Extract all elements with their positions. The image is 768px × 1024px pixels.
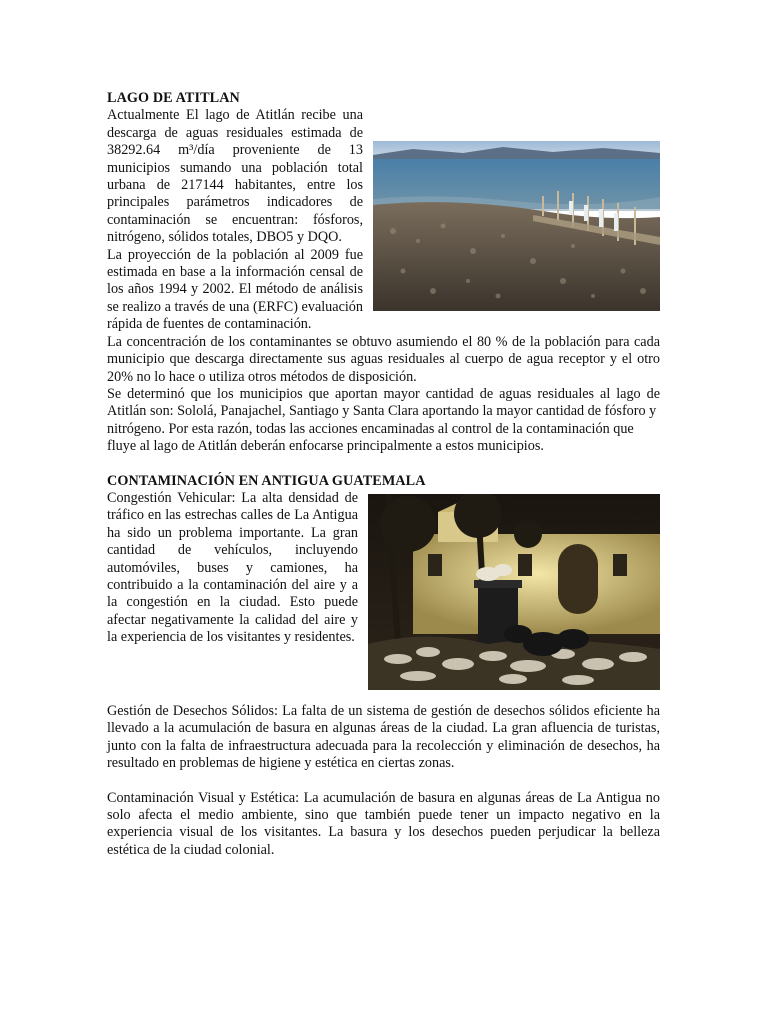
atitlan-paragraph-3: La concentración de los contaminantes se obtuvo asumiendo el 80 % de la población para cada municipio que descarga directamente sus aguas residuales al cuerpo de agua receptor y el otro 20% no lo hace o utiliza otros métodos de disposición.: [107, 333, 660, 385]
document-page: [107, 90, 660, 859]
atitlan-paragraph-2: La proyección de la población al 2009 fue estimada en base a la información censal de los años 1994 y 2002. El método de análisis se realizo a través de una (ERFC) evaluación rápida de fuentes de contaminación.: [107, 246, 363, 333]
atitlan-paragraph-5: nitrógeno. Por esta razón, todas las acciones encaminadas al control de la contaminación que: [107, 420, 634, 437]
section-title-atitlan: LAGO DE ATITLAN: [107, 90, 240, 106]
antigua-paragraph-visual: Contaminación Visual y Estética: La acumulación de basura en algunas áreas de La Antigua no solo afecta el medio ambiente, sino que también puede tener un impacto negativo en la experiencia visual de los visitantes. La basura y los desechos pueden perjudicar la belleza estética de la ciudad colonial.: [107, 789, 660, 858]
lake-atitlan-photo: [373, 141, 660, 311]
atitlan-paragraph-6: fluye al lago de Atitlán deberán enfocarse principalmente a estos municipios.: [107, 438, 544, 455]
section-title-antigua: CONTAMINACIÓN EN ANTIGUA GUATEMALA: [107, 472, 426, 489]
antigua-paragraph-traffic: Congestión Vehicular: La alta densidad de tráfico en las estrechas calles de La Antigua ha sido un problema importante. La gran cantidad de vehículos, incluyendo automóviles, buses y camiones, ha contribuido a la contaminación del aire y a la congestión en la ciudad. Esto puede afectar negativamente la calidad del aire y la experiencia de los visitantes y residentes.: [107, 489, 358, 646]
atitlan-paragraph-1: Actualmente El lago de Atitlán recibe una descarga de aguas residuales estimada de 38292.64 m³/día proveniente de 13 municipios sumando una población total urbana de 217144 habitantes, entre los principales parámetros indicadores de contaminación se encuentran: fósforos, nitrógeno, sólidos totales, DBO5 y DQO.: [107, 107, 363, 246]
antigua-trash-photo: [368, 494, 660, 690]
atitlan-paragraph-4: Se determinó que los municipios que aportan mayor cantidad de aguas residuales al lago de Atitlán son: Sololá, Panajachel, Santiago y Santa Clara aportando la mayor cantidad de fósforo y: [107, 385, 660, 420]
antigua-paragraph-waste: Gestión de Desechos Sólidos: La falta de un sistema de gestión de desechos sólidos eficiente ha llevado a la acumulación de basura en algunas áreas de la ciudad. La gran afluencia de turistas, junto con la falta de infraestructura adecuada para la recolección y eliminación de desechos, ha resultado en problemas de higiene y estética en ciertas zonas.: [107, 702, 660, 772]
